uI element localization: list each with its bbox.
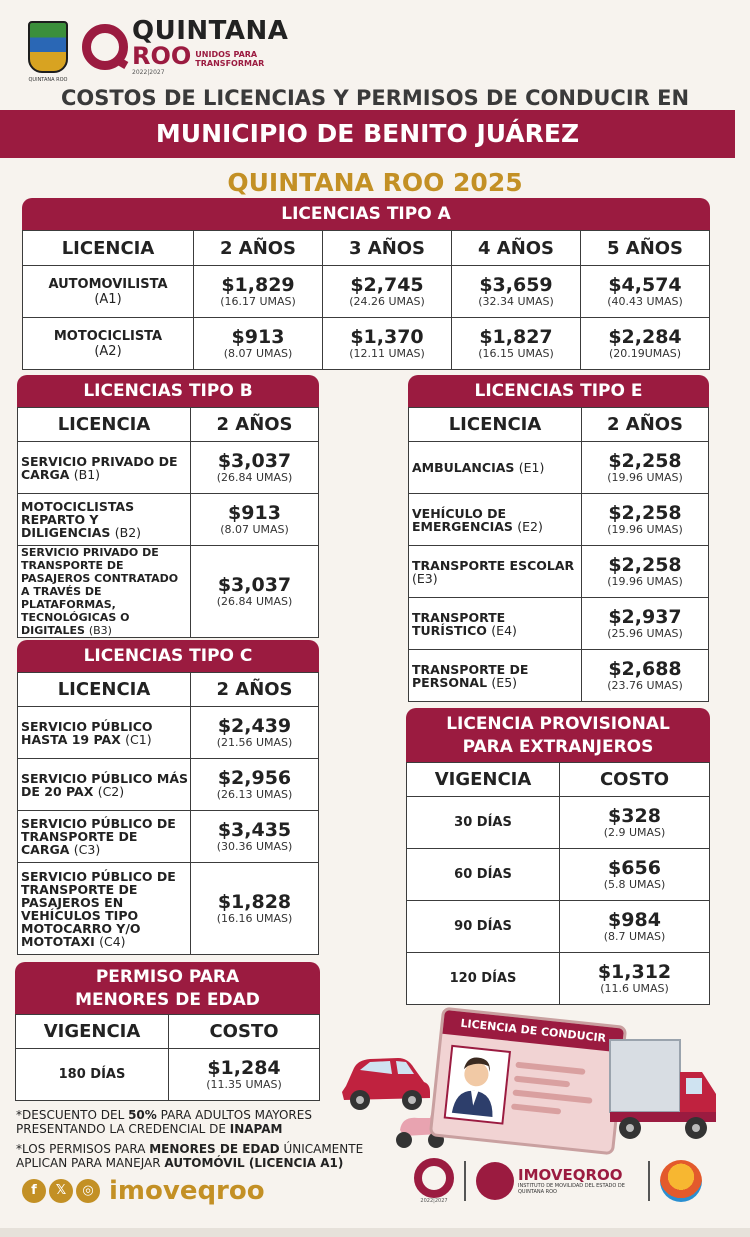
vigencia-cell: 60 DÍAS xyxy=(407,849,560,901)
price-cell: $656 (5.8 UMAS) xyxy=(560,849,710,901)
provisional-table xyxy=(406,762,710,1005)
q-logo-icon xyxy=(414,1158,454,1198)
table-row xyxy=(409,650,709,702)
footer-logo-years: 2022|2027 xyxy=(420,1198,448,1204)
column-header: LICENCIA xyxy=(18,408,191,442)
price-cell: $2,258 (19.96 UMAS) xyxy=(582,442,709,494)
table-row xyxy=(409,442,709,494)
facebook-icon[interactable]: f xyxy=(22,1179,46,1203)
table-row xyxy=(23,318,710,370)
tipo-c-heading: LICENCIAS TIPO C xyxy=(17,640,319,672)
logo-roo: ROO xyxy=(132,42,192,70)
table-row xyxy=(18,811,319,863)
price-cell: $1,370 (12.11 UMAS) xyxy=(323,318,452,370)
column-header: VIGENCIA xyxy=(16,1015,169,1049)
card-line xyxy=(514,1076,570,1088)
menores-section xyxy=(15,962,320,1101)
table-row xyxy=(407,849,710,901)
price-cell: $2,688 (23.76 UMAS) xyxy=(582,650,709,702)
imoveqroo-name: IMOVEQROO xyxy=(518,1165,623,1184)
license-name: MOTOCICLISTA (A2) xyxy=(23,318,194,370)
price-cell: $1,827 (16.15 UMAS) xyxy=(452,318,581,370)
vigencia-cell: 90 DÍAS xyxy=(407,901,560,953)
social-handle[interactable]: imoveqroo xyxy=(109,1176,265,1206)
column-header: 4 AÑOS xyxy=(452,231,581,266)
table-row xyxy=(407,953,710,1005)
imoveqroo-logo xyxy=(476,1162,638,1200)
divider xyxy=(648,1161,650,1201)
table-row xyxy=(18,442,319,494)
price-cell: $2,284 (20.19UMAS) xyxy=(581,318,710,370)
price-cell: $3,435 (30.36 UMAS) xyxy=(191,811,319,863)
card-line xyxy=(511,1103,561,1114)
price-cell: $2,258 (19.96 UMAS) xyxy=(582,546,709,598)
tipo-a-table xyxy=(22,230,710,370)
license-name: SERVICIO PRIVADO DE TRANSPORTE DE PASAJEROS CONTRATADO A TRAVÉS DE PLATAFORMAS, TECNOLÓGICAS O DIGITALES (B3) xyxy=(18,546,191,638)
quintana-roo-logo xyxy=(82,18,288,76)
table-row xyxy=(407,797,710,849)
price-cell: $913 (8.07 UMAS) xyxy=(194,318,323,370)
tipo-a-section xyxy=(22,198,710,370)
price-cell: $1,312 (11.6 UMAS) xyxy=(560,953,710,1005)
social-links xyxy=(22,1176,265,1206)
license-name: VEHÍCULO DE EMERGENCIAS (E2) xyxy=(409,494,582,546)
card-line xyxy=(515,1062,585,1075)
title-band: MUNICIPIO DE BENITO JUÁREZ xyxy=(0,110,735,158)
license-name: SERVICIO PÚBLICO DE TRANSPORTE DE CARGA (C3) xyxy=(18,811,191,863)
column-header: 5 AÑOS xyxy=(581,231,710,266)
license-card xyxy=(429,1007,628,1156)
vigencia-cell: 180 DÍAS xyxy=(16,1049,169,1101)
tipo-e-section xyxy=(408,375,709,702)
column-header: LICENCIA xyxy=(23,231,194,266)
vigencia-cell: 120 DÍAS xyxy=(407,953,560,1005)
title-year: QUINTANA ROO 2025 xyxy=(227,168,523,197)
title-line-1: COSTOS DE LICENCIAS Y PERMISOS DE CONDUCIR EN xyxy=(60,86,690,110)
price-cell: $2,258 (19.96 UMAS) xyxy=(582,494,709,546)
tipo-c-section xyxy=(17,640,319,955)
tipo-e-table xyxy=(408,407,709,702)
table-row xyxy=(18,707,319,759)
price-cell: $984 (8.7 UMAS) xyxy=(560,901,710,953)
state-logo-caption: QUINTANA ROO xyxy=(28,77,68,83)
bottom-bar xyxy=(0,1228,750,1237)
x-icon[interactable]: 𝕏 xyxy=(49,1179,73,1203)
notes xyxy=(16,1108,386,1170)
license-illustration xyxy=(340,1012,740,1157)
license-card-title: LICENCIA DE CONDUCIR xyxy=(442,1010,624,1053)
table-row xyxy=(409,546,709,598)
footer-q-logo xyxy=(414,1158,454,1204)
column-header: 2 AÑOS xyxy=(194,231,323,266)
tipo-b-section xyxy=(17,375,319,638)
price-cell: $3,037 (26.84 UMAS) xyxy=(191,442,319,494)
imoveqroo-icon xyxy=(476,1162,514,1200)
license-name: SERVICIO PÚBLICO DE TRANSPORTE DE PASAJEROS EN VEHÍCULOS TIPO MOTOCARRO Y/O MOTOTAXI (C4) xyxy=(18,863,191,955)
divider xyxy=(464,1161,466,1201)
price-cell: $2,956 (26.13 UMAS) xyxy=(191,759,319,811)
column-header: 3 AÑOS xyxy=(323,231,452,266)
price-cell: $1,284 (11.35 UMAS) xyxy=(169,1049,320,1101)
table-row xyxy=(409,598,709,650)
license-name: AMBULANCIAS (E1) xyxy=(409,442,582,494)
logo-name: QUINTANA xyxy=(132,16,289,46)
tipo-a-heading: LICENCIAS TIPO A xyxy=(22,198,710,230)
price-cell: $3,659 (32.34 UMAS) xyxy=(452,266,581,318)
license-name: MOTOCICLISTAS REPARTO Y DILIGENCIAS (B2) xyxy=(18,494,191,546)
column-header: COSTO xyxy=(560,763,710,797)
imoveqroo-subtitle: INSTITUTO DE MOVILIDAD DEL ESTADO DE QUINTANA ROO xyxy=(518,1182,625,1195)
tipo-b-table xyxy=(17,407,319,638)
column-header: LICENCIA xyxy=(18,673,191,707)
license-name: SERVICIO PÚBLICO HASTA 19 PAX (C1) xyxy=(18,707,191,759)
license-name: SERVICIO PRIVADO DE CARGA (B1) xyxy=(18,442,191,494)
license-name: TRANSPORTE ESCOLAR (E3) xyxy=(409,546,582,598)
menores-table xyxy=(15,1014,320,1101)
card-line xyxy=(512,1089,592,1103)
column-header: VIGENCIA xyxy=(407,763,560,797)
sun-logo-icon xyxy=(660,1160,702,1202)
logo-slogan-1: UNIDOS PARA xyxy=(195,50,258,59)
price-cell: $2,745 (24.26 UMAS) xyxy=(323,266,452,318)
column-header: LICENCIA xyxy=(409,408,582,442)
logo-slogan-2: TRANSFORMAR xyxy=(195,59,265,68)
instagram-icon[interactable]: ◎ xyxy=(76,1179,100,1203)
price-cell: $1,829 (16.17 UMAS) xyxy=(194,266,323,318)
price-cell: $2,937 (25.96 UMAS) xyxy=(582,598,709,650)
table-row xyxy=(18,759,319,811)
license-name: TRANSPORTE DE PERSONAL (E5) xyxy=(409,650,582,702)
tipo-c-table xyxy=(17,672,319,955)
tipo-e-heading: LICENCIAS TIPO E xyxy=(408,375,709,407)
state-shield-logo xyxy=(28,21,68,83)
menores-heading: PERMISO PARA MENORES DE EDAD xyxy=(15,962,320,1014)
provisional-heading: LICENCIA PROVISIONAL PARA EXTRANJEROS xyxy=(406,708,710,762)
column-header: 2 AÑOS xyxy=(191,408,319,442)
table-row xyxy=(407,901,710,953)
license-name: SERVICIO PÚBLICO MÁS DE 20 PAX (C2) xyxy=(18,759,191,811)
table-row xyxy=(409,494,709,546)
table-row xyxy=(16,1049,320,1101)
header-logos xyxy=(28,16,289,83)
note-minors: *LOS PERMISOS PARA MENORES DE EDAD ÚNICAMENTE APLICAN PARA MANEJAR AUTOMÓVIL (LICENCIA A1) xyxy=(16,1142,364,1170)
q-logo-icon xyxy=(82,24,128,70)
provisional-section xyxy=(406,708,710,1005)
price-cell: $328 (2.9 UMAS) xyxy=(560,797,710,849)
tipo-b-heading: LICENCIAS TIPO B xyxy=(17,375,319,407)
price-cell: $1,828 (16.16 UMAS) xyxy=(191,863,319,955)
column-header: 2 AÑOS xyxy=(191,673,319,707)
vigencia-cell: 30 DÍAS xyxy=(407,797,560,849)
table-row xyxy=(23,266,710,318)
column-header: 2 AÑOS xyxy=(582,408,709,442)
note-discount: *DESCUENTO DEL 50% PARA ADULTOS MAYORES PRESENTANDO LA CREDENCIAL DE INAPAM xyxy=(16,1108,312,1136)
license-name: TRANSPORTE TURÍSTICO (E4) xyxy=(409,598,582,650)
logo-years: 2022|2027 xyxy=(132,69,165,76)
license-name: AUTOMOVILISTA (A1) xyxy=(23,266,194,318)
price-cell: $2,439 (21.56 UMAS) xyxy=(191,707,319,759)
footer-logos xyxy=(414,1158,702,1204)
price-cell: $913 (8.07 UMAS) xyxy=(191,494,319,546)
price-cell: $3,037 (26.84 UMAS) xyxy=(191,546,319,638)
table-row xyxy=(18,863,319,955)
truck-icon xyxy=(602,1032,722,1144)
table-row xyxy=(18,494,319,546)
table-row xyxy=(18,546,319,638)
price-cell: $4,574 (40.43 UMAS) xyxy=(581,266,710,318)
person-avatar-icon xyxy=(444,1045,511,1125)
column-header: COSTO xyxy=(169,1015,320,1049)
